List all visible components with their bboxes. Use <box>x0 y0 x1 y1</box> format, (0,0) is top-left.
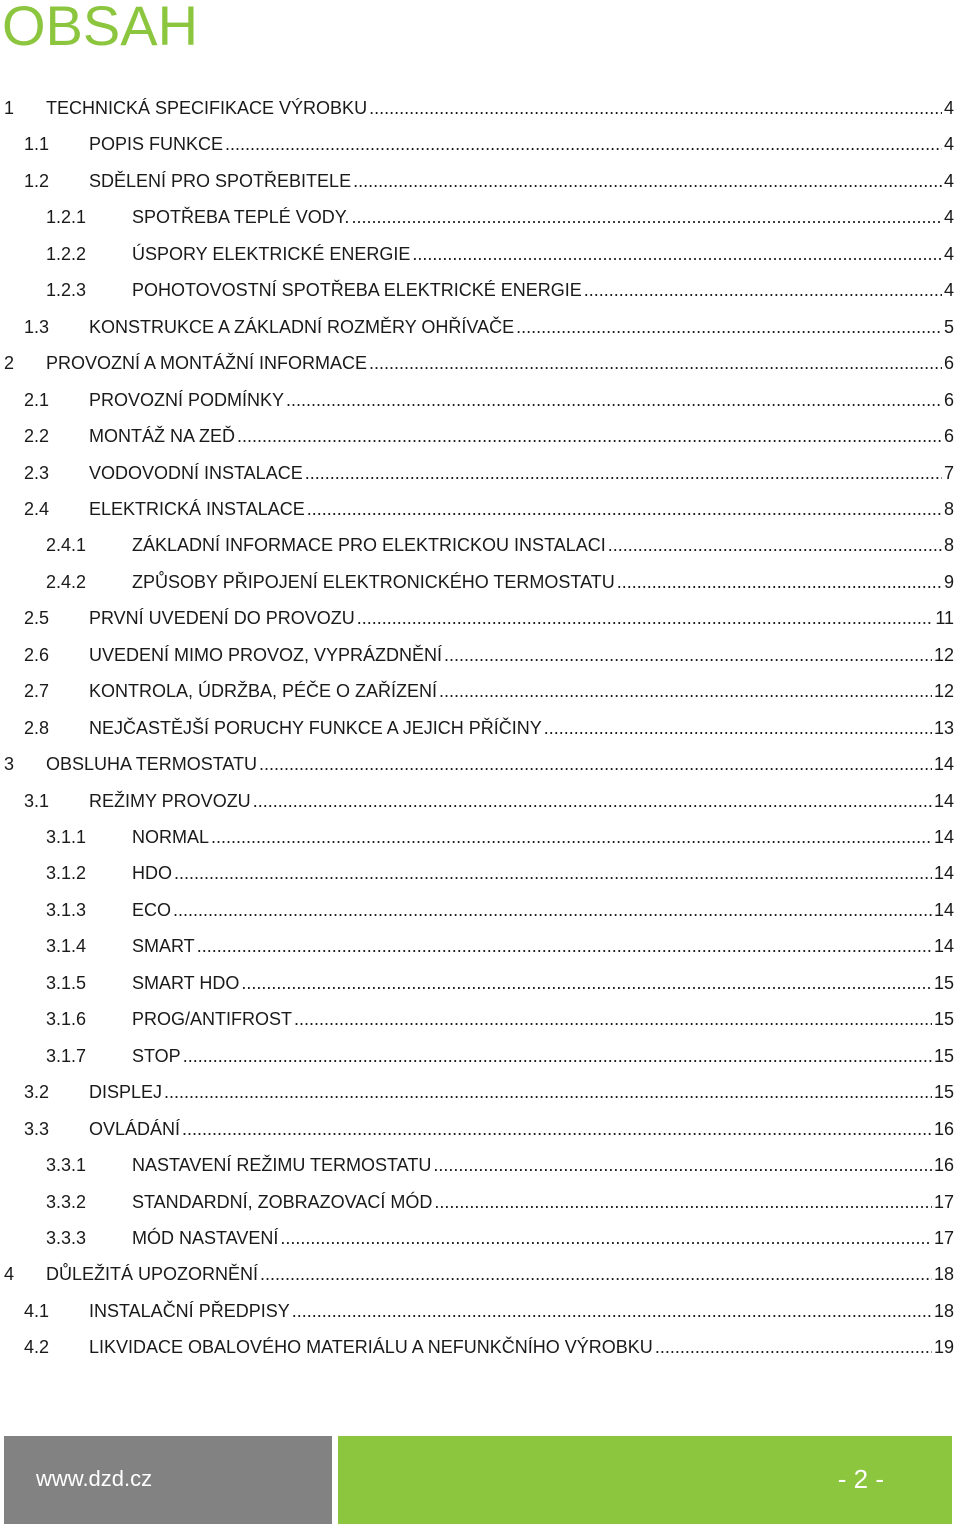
toc-leader-dots <box>197 928 932 964</box>
toc-entry-label: STANDARDNÍ, ZOBRAZOVACÍ MÓD <box>132 1184 434 1220</box>
toc-entry-label: KONTROLA, ÚDRŽBA, PÉČE O ZAŘÍZENÍ <box>89 673 439 709</box>
toc-entry-number: 1.1 <box>24 134 50 155</box>
toc-entry-number: 3.1.7 <box>46 1045 87 1066</box>
toc-entry-page: 15 <box>932 1074 954 1110</box>
toc-entry-number: 2.4.2 <box>46 571 87 592</box>
toc-leader-dots <box>164 1074 932 1110</box>
toc-entry[interactable] <box>0 1184 960 1220</box>
toc-entry-number: 3.1.4 <box>46 936 87 957</box>
toc-entry-number: 3.1.5 <box>46 972 87 993</box>
toc-leader-dots <box>237 418 942 454</box>
toc-entry-label: SMART HDO <box>132 965 241 1001</box>
toc-entry-label: ZÁKLADNÍ INFORMACE PRO ELEKTRICKOU INSTALACI <box>132 527 608 563</box>
toc-entry-label: ECO <box>132 892 173 928</box>
toc-entry-label: UVEDENÍ MIMO PROVOZ, VYPRÁZDNĚNÍ <box>89 637 444 673</box>
toc-entry-page: 15 <box>932 965 954 1001</box>
toc-entry[interactable] <box>0 1001 960 1037</box>
toc-entry[interactable] <box>0 126 960 162</box>
toc-entry-page: 12 <box>932 673 954 709</box>
toc-leader-dots <box>182 1111 932 1147</box>
toc-entry-number: 1.2.3 <box>46 280 87 301</box>
toc-entry[interactable] <box>0 1111 960 1147</box>
toc-leader-dots <box>174 855 932 891</box>
toc-leader-dots <box>351 199 942 235</box>
toc-leader-dots <box>286 382 942 418</box>
toc-entry[interactable] <box>0 1038 960 1074</box>
toc-entry-label: HDO <box>132 855 174 891</box>
toc-entry[interactable] <box>0 1220 960 1256</box>
toc-entry-label: ZPŮSOBY PŘIPOJENÍ ELEKTRONICKÉHO TERMOSTATU <box>132 564 617 600</box>
toc-entry-number: 2.6 <box>24 644 50 665</box>
toc-leader-dots <box>584 272 942 308</box>
toc-entry[interactable] <box>0 382 960 418</box>
toc-entry-page: 6 <box>942 418 954 454</box>
toc-entry-page: 17 <box>932 1220 954 1256</box>
toc-entry-label: VODOVODNÍ INSTALACE <box>89 455 305 491</box>
toc-entry-number: 2.4 <box>24 498 50 519</box>
toc-entry-number: 2.7 <box>24 681 50 702</box>
footer-left-panel <box>4 1436 332 1524</box>
toc-leader-dots <box>280 1220 932 1256</box>
toc-entry[interactable] <box>0 163 960 199</box>
toc-entry[interactable] <box>0 928 960 964</box>
toc-leader-dots <box>544 710 932 746</box>
toc-entry-page: 8 <box>942 527 954 563</box>
toc-entry[interactable] <box>0 746 960 782</box>
toc-entry-page: 14 <box>932 746 954 782</box>
toc-entry-label: PROG/ANTIFROST <box>132 1001 294 1037</box>
toc-entry[interactable] <box>0 673 960 709</box>
toc-entry-number: 3.3.2 <box>46 1191 87 1212</box>
toc-entry[interactable] <box>0 345 960 381</box>
toc-entry[interactable] <box>0 1147 960 1183</box>
toc-entry-label: STOP <box>132 1038 183 1074</box>
toc-entry[interactable] <box>0 710 960 746</box>
toc-entry[interactable] <box>0 783 960 819</box>
toc-entry-page: 7 <box>942 455 954 491</box>
toc-entry-number: 3.1.2 <box>46 863 87 884</box>
toc-entry[interactable] <box>0 855 960 891</box>
toc-entry-page: 4 <box>942 126 954 162</box>
toc-entry-page: 4 <box>942 236 954 272</box>
toc-entry-page: 11 <box>933 600 954 636</box>
toc-leader-dots <box>173 892 932 928</box>
toc-leader-dots <box>260 1256 932 1292</box>
toc-leader-dots <box>241 965 932 1001</box>
toc-entry-number: 3.2 <box>24 1082 50 1103</box>
toc-entry[interactable] <box>0 455 960 491</box>
toc-leader-dots <box>225 126 942 162</box>
toc-entry-page: 16 <box>932 1147 954 1183</box>
toc-entry-label: LIKVIDACE OBALOVÉHO MATERIÁLU A NEFUNKČNÍHO VÝROBKU <box>89 1329 655 1365</box>
toc-entry[interactable] <box>0 1256 960 1292</box>
toc-entry-page: 18 <box>932 1293 954 1329</box>
toc-entry-page: 14 <box>932 783 954 819</box>
toc-entry-page: 14 <box>932 892 954 928</box>
toc-leader-dots <box>307 491 942 527</box>
toc-entry-page: 14 <box>932 928 954 964</box>
toc-entry-page: 6 <box>942 345 954 381</box>
toc-entry[interactable] <box>0 236 960 272</box>
toc-entry-number: 1.2.1 <box>46 207 87 228</box>
toc-entry[interactable] <box>0 892 960 928</box>
toc-leader-dots <box>253 783 932 819</box>
toc-entry-label: DŮLEŽITÁ UPOZORNĚNÍ <box>46 1256 260 1292</box>
toc-leader-dots <box>617 564 942 600</box>
toc-entry-number: 2.1 <box>24 389 50 410</box>
toc-entry-label: MONTÁŽ NA ZEĎ <box>89 418 237 454</box>
toc-entry[interactable] <box>0 527 960 563</box>
toc-entry-number: 2.4.1 <box>46 535 87 556</box>
toc-entry-page: 4 <box>942 163 954 199</box>
toc-entry[interactable] <box>0 491 960 527</box>
toc-entry-page: 4 <box>942 90 954 126</box>
toc-entry-page: 17 <box>932 1184 954 1220</box>
toc-entry-page: 15 <box>932 1001 954 1037</box>
toc-entry-label: SDĚLENÍ PRO SPOTŘEBITELE <box>89 163 353 199</box>
toc-entry-page: 5 <box>942 309 954 345</box>
toc-entry-label: KONSTRUKCE A ZÁKLADNÍ ROZMĚRY OHŘÍVAČE <box>89 309 516 345</box>
toc-entry-page: 12 <box>932 637 954 673</box>
toc-entry-page: 4 <box>942 272 954 308</box>
toc-entry-label: NASTAVENÍ REŽIMU TERMOSTATU <box>132 1147 433 1183</box>
toc-entry-page: 6 <box>942 382 954 418</box>
toc-entry-label: ELEKTRICKÁ INSTALACE <box>89 491 307 527</box>
toc-entry[interactable] <box>0 1329 960 1365</box>
toc-leader-dots <box>259 746 932 782</box>
toc-leader-dots <box>369 90 942 126</box>
toc-leader-dots <box>439 673 932 709</box>
toc-entry-label: PRVNÍ UVEDENÍ DO PROVOZU <box>89 600 357 636</box>
toc-entry-number: 3.1.1 <box>46 827 87 847</box>
toc-leader-dots <box>357 600 934 636</box>
toc-leader-dots <box>369 345 942 381</box>
toc-entry[interactable] <box>0 90 960 126</box>
toc-entry-label: DISPLEJ <box>89 1074 164 1110</box>
toc-leader-dots <box>353 163 942 199</box>
toc-entry-number: 3.3.3 <box>46 1227 87 1248</box>
toc-entry-label: TECHNICKÁ SPECIFIKACE VÝROBKU <box>46 90 369 126</box>
toc-leader-dots <box>294 1001 932 1037</box>
toc-leader-dots <box>305 455 942 491</box>
toc-entry-number: 3.1 <box>24 790 50 811</box>
toc-entry-number: 2.5 <box>24 608 50 629</box>
toc-entry-label: SMART <box>132 928 197 964</box>
toc-entry[interactable] <box>0 1293 960 1329</box>
toc-entry-label: PROVOZNÍ PODMÍNKY <box>89 382 286 418</box>
toc-entry[interactable] <box>0 1074 960 1110</box>
toc-entry-label: NORMAL <box>132 819 211 855</box>
toc-entry-label: INSTALAČNÍ PŘEDPISY <box>89 1293 292 1329</box>
toc-entry-label: ÚSPORY ELEKTRICKÉ ENERGIE <box>132 236 412 272</box>
toc-entry-label: POPIS FUNKCE <box>89 126 225 162</box>
toc-entry[interactable] <box>0 600 960 636</box>
toc-entry-number: 2 <box>4 353 15 374</box>
toc-leader-dots <box>434 1184 932 1220</box>
toc-entry-number: 2.3 <box>24 462 50 483</box>
toc-entry-page: 8 <box>942 491 954 527</box>
toc-entry-number: 4 <box>4 1264 15 1285</box>
toc-entry-page: 14 <box>932 855 954 891</box>
toc-entry-page: 16 <box>932 1111 954 1147</box>
toc-leader-dots <box>211 819 932 855</box>
toc-entry-label: NEJČASTĚJŠÍ PORUCHY FUNKCE A JEJICH PŘÍČINY <box>89 710 544 746</box>
page-number: - 2 - <box>837 1464 884 1494</box>
toc-entry-number: 3.1.3 <box>46 899 87 920</box>
toc-entry-page: 14 <box>932 819 954 855</box>
toc-entry-label: PROVOZNÍ A MONTÁŽNÍ INFORMACE <box>46 345 369 381</box>
toc-entry-number: 3.3 <box>24 1118 50 1139</box>
toc-entry-page: 9 <box>942 564 954 600</box>
toc-entry-label: REŽIMY PROVOZU <box>89 783 253 819</box>
toc-entry[interactable] <box>0 965 960 1001</box>
toc-entry-number: 4.2 <box>24 1337 50 1358</box>
toc-leader-dots <box>444 637 932 673</box>
toc-entry[interactable] <box>0 309 960 345</box>
toc-entry[interactable] <box>0 637 960 673</box>
toc-entry-number: 1 <box>4 98 15 118</box>
toc-leader-dots <box>412 236 942 272</box>
toc-leader-dots <box>183 1038 932 1074</box>
toc-entry-number: 2.8 <box>24 717 50 738</box>
toc-entry-label: MÓD NASTAVENÍ <box>132 1220 280 1256</box>
toc-entry-label: OBSLUHA TERMOSTATU <box>46 746 259 782</box>
toc-entry[interactable] <box>0 199 960 235</box>
toc-entry-page: 19 <box>932 1329 954 1365</box>
toc-entry-number: 1.3 <box>24 316 50 337</box>
toc-leader-dots <box>292 1293 932 1329</box>
toc-entry-page: 13 <box>932 710 954 746</box>
toc-entry-number: 1.2 <box>24 170 50 191</box>
toc-entry-label: SPOTŘEBA TEPLÉ VODY. <box>132 199 351 235</box>
toc-entry-page: 18 <box>932 1256 954 1292</box>
toc-leader-dots <box>516 309 942 345</box>
footer-url-link[interactable]: www.dzd.cz <box>36 1466 153 1491</box>
page-title: OBSAH <box>2 0 199 57</box>
toc-entry-number: 3 <box>4 754 15 775</box>
toc-entry[interactable] <box>0 418 960 454</box>
toc-entry-number: 3.3.1 <box>46 1155 87 1176</box>
toc-entry-page: 15 <box>932 1038 954 1074</box>
toc-leader-dots <box>655 1329 932 1365</box>
toc-entry[interactable] <box>0 819 960 855</box>
toc-entry-number: 3.1.6 <box>46 1009 87 1030</box>
toc-entry[interactable] <box>0 564 960 600</box>
toc-entry-label: POHOTOVOSTNÍ SPOTŘEBA ELEKTRICKÉ ENERGIE <box>132 272 584 308</box>
toc-leader-dots <box>608 527 942 563</box>
toc-entry[interactable] <box>0 272 960 308</box>
toc-entry-number: 2.2 <box>24 426 50 447</box>
footer-right-panel <box>338 1436 952 1524</box>
toc-entry-label: OVLÁDÁNÍ <box>89 1111 182 1147</box>
toc-entry-number: 1.2.2 <box>46 243 87 264</box>
toc-leader-dots <box>433 1147 932 1183</box>
toc-entry-page: 4 <box>942 199 954 235</box>
toc-entry-number: 4.1 <box>24 1300 50 1321</box>
